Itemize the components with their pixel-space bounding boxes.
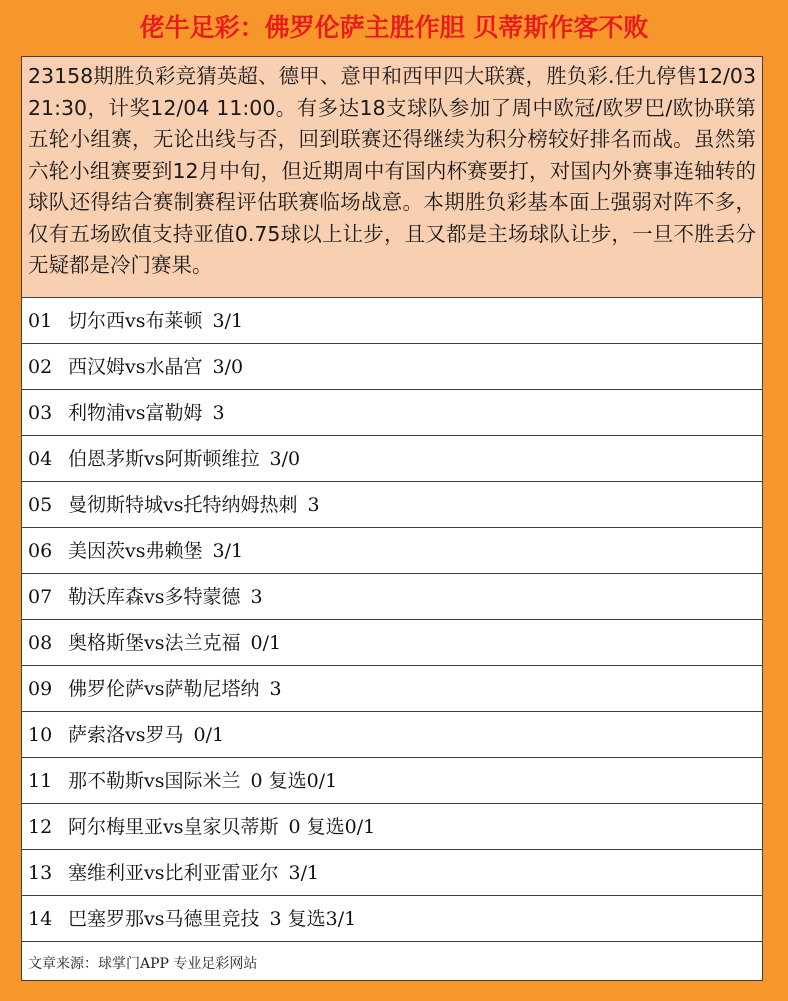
match-teams: 塞维利亚vs比利亚雷亚尔 xyxy=(68,862,279,884)
page-title: 佬牛足彩：佛罗伦萨主胜作胆 贝蒂斯作客不败 xyxy=(139,13,649,42)
match-pick: 0 复选0/1 xyxy=(250,770,338,792)
match-teams: 勒沃库森vs多特蒙德 xyxy=(68,586,241,608)
match-number: 08 xyxy=(28,632,53,654)
match-row xyxy=(22,344,762,390)
match-teams: 佛罗伦萨vs萨勒尼塔纳 xyxy=(68,678,260,700)
match-pick: 0/1 xyxy=(250,632,282,654)
match-row xyxy=(22,390,762,436)
match-teams: 奥格斯堡vs法兰克福 xyxy=(68,632,241,654)
match-row xyxy=(22,850,762,896)
match-teams: 切尔西vs布莱顿 xyxy=(68,310,203,332)
match-number: 02 xyxy=(28,356,53,378)
match-pick: 3 xyxy=(250,586,263,608)
match-number: 12 xyxy=(28,816,53,838)
match-row xyxy=(22,482,762,528)
match-number: 13 xyxy=(28,862,53,884)
match-teams: 萨索洛vs罗马 xyxy=(68,724,184,746)
match-pick: 3/0 xyxy=(212,356,244,378)
match-row xyxy=(22,896,762,942)
match-teams: 西汉姆vs水晶宫 xyxy=(68,356,203,378)
match-row xyxy=(22,804,762,850)
source-footer: 文章来源：球掌门APP 专业足彩网站 xyxy=(28,956,258,972)
match-row xyxy=(22,436,762,482)
match-teams: 巴塞罗那vs马德里竞技 xyxy=(68,908,260,930)
match-pick: 3 xyxy=(269,678,282,700)
match-teams: 利物浦vs富勒姆 xyxy=(68,402,203,424)
match-number: 01 xyxy=(28,310,53,332)
match-row xyxy=(22,574,762,620)
match-pick: 3 复选3/1 xyxy=(269,908,357,930)
match-number: 11 xyxy=(28,770,53,792)
match-pick: 3 xyxy=(307,494,320,516)
match-number: 05 xyxy=(28,494,53,516)
match-number: 09 xyxy=(28,678,53,700)
match-number: 03 xyxy=(28,402,53,424)
match-number: 10 xyxy=(28,724,53,746)
match-pick: 3 xyxy=(212,402,225,424)
match-teams: 曼彻斯特城vs托特纳姆热刺 xyxy=(68,494,298,516)
match-number: 14 xyxy=(28,908,53,930)
match-number: 07 xyxy=(28,586,53,608)
match-teams: 伯恩茅斯vs阿斯顿维拉 xyxy=(68,448,260,470)
content-panel xyxy=(21,56,763,981)
match-row xyxy=(22,528,762,574)
match-pick: 3/1 xyxy=(212,310,244,332)
match-row xyxy=(22,666,762,712)
intro-paragraph: 23158期胜负彩竞猜英超、德甲、意甲和西甲四大联赛，胜负彩.任九停售12/03 21:30，计奖12/04 11:00。有多达18支球队参加了周中欧冠/欧罗巴/欧协联第五轮小组赛，无论出线与否，回到联赛还得继续为积分榜较好排名而战。虽然第六轮小组赛要到12月中旬，但近期周中有国内杯赛要打，对国内外赛事连轴转的球队还得结合赛制赛程评估联赛临场战意。本期胜负彩基本面上强弱对阵不多，仅有五场欧值支持亚值0.75球以上让步，且又都是主场球队让步，一旦不胜丢分无疑都是冷门赛果。 xyxy=(22,57,762,298)
match-row xyxy=(22,712,762,758)
match-row xyxy=(22,758,762,804)
match-row xyxy=(22,298,762,344)
match-pick: 3/0 xyxy=(269,448,301,470)
match-pick: 0 复选0/1 xyxy=(288,816,376,838)
match-teams: 阿尔梅里亚vs皇家贝蒂斯 xyxy=(68,816,279,838)
match-teams: 那不勒斯vs国际米兰 xyxy=(68,770,241,792)
match-number: 06 xyxy=(28,540,53,562)
match-pick: 3/1 xyxy=(288,862,320,884)
match-pick: 3/1 xyxy=(212,540,244,562)
match-row xyxy=(22,620,762,666)
match-teams: 美因茨vs弗赖堡 xyxy=(68,540,203,562)
match-pick: 0/1 xyxy=(193,724,225,746)
match-number: 04 xyxy=(28,448,53,470)
